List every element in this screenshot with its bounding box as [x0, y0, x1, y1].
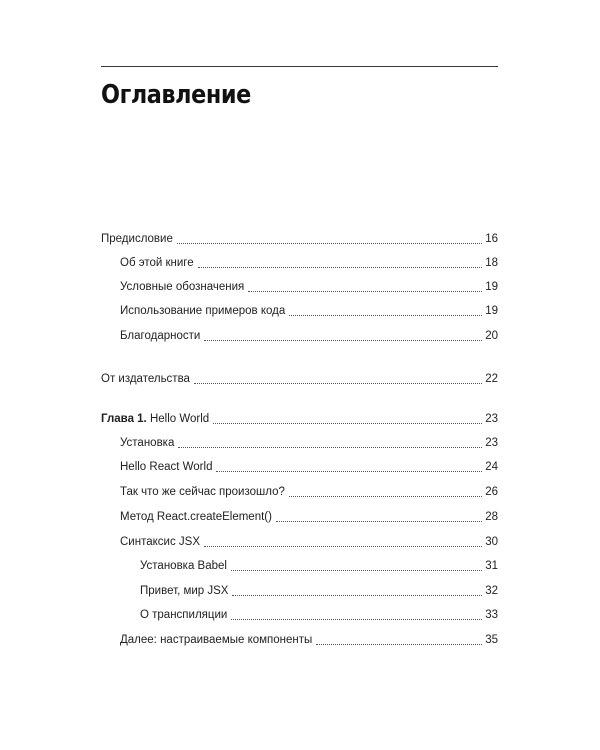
toc-page-number: 16 — [485, 233, 498, 245]
toc-entry[interactable] — [120, 509, 498, 525]
toc-entry[interactable] — [101, 231, 498, 247]
toc-page-number: 28 — [485, 511, 498, 523]
toc-entry[interactable] — [120, 632, 498, 648]
toc-entry[interactable] — [101, 411, 498, 427]
dot-leader — [194, 382, 482, 384]
toc-entry[interactable] — [120, 303, 498, 319]
toc-entry-title: Так что же сейчас произошло? — [120, 486, 285, 498]
toc-entry[interactable] — [120, 534, 498, 550]
toc-entry-title: Установка — [120, 437, 175, 449]
toc-entry[interactable] — [120, 459, 498, 475]
toc-entry[interactable] — [120, 484, 498, 500]
toc-entry-title: Об этой книге — [120, 257, 194, 269]
dot-leader — [248, 290, 482, 292]
toc-entry-title: От издательства — [101, 373, 190, 385]
toc-entry-title — [101, 411, 211, 427]
toc-page-number: 26 — [485, 486, 498, 498]
toc-entry-title: Синтаксис JSX — [120, 536, 200, 548]
toc-entry-title: Установка Babel — [140, 560, 227, 572]
toc-page-number: 31 — [485, 560, 498, 572]
toc-entry-title: Использование примеров кода — [120, 305, 286, 317]
toc-entry-title: Привет, мир JSX — [140, 585, 229, 597]
dot-leader — [216, 470, 482, 472]
dot-leader — [231, 618, 482, 620]
toc-entry-title: Предисловие — [101, 233, 173, 245]
dot-leader — [204, 339, 482, 341]
toc-entry-title: Условные обозначения — [120, 281, 245, 293]
toc-entry-title: Благодарности — [120, 330, 201, 342]
toc-page-number: 19 — [485, 281, 498, 293]
toc-page-number: 30 — [485, 536, 498, 548]
toc-entry[interactable] — [101, 371, 498, 387]
dot-leader — [289, 495, 482, 497]
chapter-title: Hello World — [146, 413, 210, 425]
dot-leader — [232, 594, 482, 596]
dot-leader — [204, 545, 482, 547]
toc-page-number: 24 — [485, 461, 498, 473]
toc-entry[interactable] — [140, 583, 498, 599]
toc-entry-title: Hello React World — [120, 461, 213, 473]
dot-leader — [231, 569, 482, 571]
page-title: Оглавление — [101, 80, 251, 110]
toc-entry-title: Метод React.createElement() — [120, 511, 272, 523]
dot-leader — [316, 643, 482, 645]
toc-entry-title: Далее: настраиваемые компоненты — [120, 634, 313, 646]
dot-leader — [178, 446, 482, 448]
dot-leader — [177, 242, 482, 244]
toc-page-number: 18 — [485, 257, 498, 269]
dot-leader — [289, 314, 482, 316]
dot-leader — [276, 520, 482, 522]
toc-entry[interactable] — [120, 255, 498, 271]
chapter-number: Глава 1. — [101, 413, 147, 425]
toc-page-number: 35 — [485, 634, 498, 646]
toc-page-number: 22 — [485, 373, 498, 385]
toc-entry[interactable] — [120, 279, 498, 295]
toc-page-number: 23 — [485, 437, 498, 449]
toc-page-number: 33 — [485, 609, 498, 621]
toc-entry[interactable] — [120, 435, 498, 451]
toc-page-number: 32 — [485, 585, 498, 597]
toc-entry-title: О транспиляции — [140, 609, 228, 621]
toc-page-number: 20 — [485, 330, 498, 342]
dot-leader — [213, 422, 482, 424]
dot-leader — [198, 266, 483, 268]
toc-entry[interactable] — [120, 328, 498, 344]
toc-page-number: 19 — [485, 305, 498, 317]
toc-page-number: 23 — [485, 413, 498, 425]
toc-entry[interactable] — [140, 558, 498, 574]
toc-entry[interactable] — [140, 607, 498, 623]
